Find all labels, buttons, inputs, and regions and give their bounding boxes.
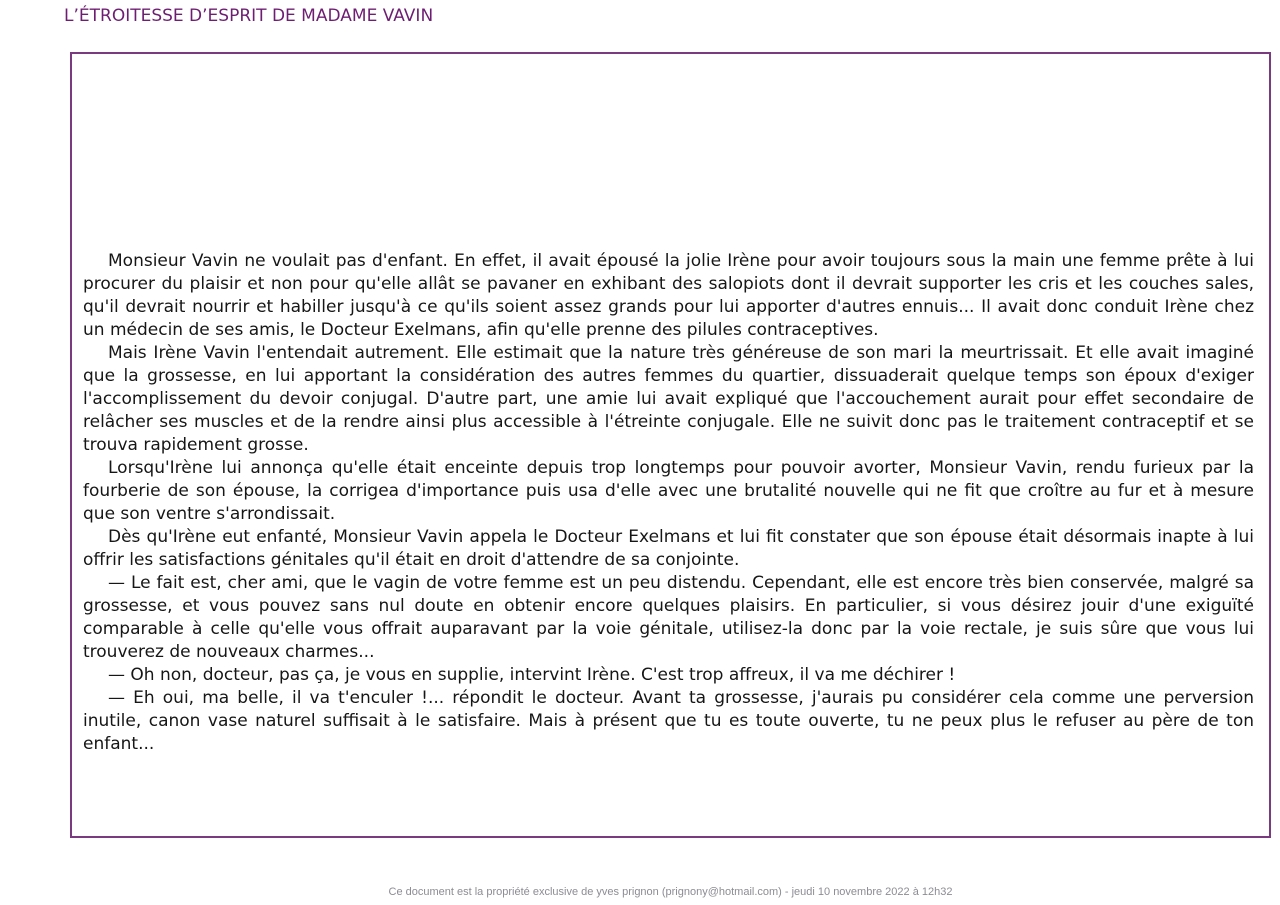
paragraph: — Eh oui, ma belle, il va t'enculer !... répondit le docteur. Avant ta grossesse, j'aurais pu considérer cela comme une perversion inutile, canon vase naturel suffisait à le satisfaire. Mais à présent que tu es toute ouverte, tu ne peux plus le refuser au père de ton enfant...	[83, 688, 1254, 754]
document-content-box	[70, 52, 1271, 838]
story-text-block	[72, 250, 1269, 756]
paragraph: Mais Irène Vavin l'entendait autrement. Elle estimait que la nature très généreuse de son mari la meurtrissait. Et elle avait imaginé que la grossesse, en lui apportant la considération des autres femmes du quartier, dissuaderait quelque temps son époux d'exiger l'accomplissement du devoir conjugal. D'autre part, une amie lui avait expliqué que l'accouchement aurait pour effet secondaire de relâcher ses muscles et de la rendre ainsi plus accessible à l'étreinte conjugale. Elle ne suivit donc pas le traitement contraceptif et se trouva rapidement grosse.	[83, 343, 1254, 455]
paragraph: — Oh non, docteur, pas ça, je vous en supplie, intervint Irène. C'est trop affreux, il va me déchirer !	[108, 665, 956, 685]
paragraph: Monsieur Vavin ne voulait pas d'enfant. En effet, il avait épousé la jolie Irène pour avoir toujours sous la main une femme prête à lui procurer du plaisir et non pour qu'elle allât se pavaner en exhibant des salopiots dont il devrait supporter les cris et les couches sales, qu'il devrait nourrir et habiller jusqu'à ce qu'ils soient assez grands pour lui apporter d'autres ennuis... Il avait donc conduit Irène chez un médecin de ses amis, le Docteur Exelmans, afin qu'elle prenne des pilules contraceptives.	[83, 251, 1254, 340]
paragraph: Lorsqu'Irène lui annonça qu'elle était enceinte depuis trop longtemps pour pouvoir avorter, Monsieur Vavin, rendu furieux par la fourberie de son épouse, la corrigea d'importance puis usa d'elle avec une brutalité nouvelle qui ne fit que croître au fur et à mesure que son ventre s'arrondissait.	[83, 458, 1254, 524]
paragraph: — Le fait est, cher ami, que le vagin de votre femme est un peu distendu. Cependant, elle est encore très bien conservée, malgré sa grossesse, et vous pouvez sans nul doute en obtenir encore quelques plaisirs. En particulier, si vous désirez jouir d'une exiguïté comparable à celle qu'elle vous offrait auparavant par la voie génitale, utilisez-la donc par la voie rectale, je suis sûre que vous lui trouverez de nouveaux charmes...	[83, 573, 1254, 662]
paragraph: Dès qu'Irène eut enfanté, Monsieur Vavin appela le Docteur Exelmans et lui fit constater que son épouse était désormais inapte à lui offrir les satisfactions génitales qu'il était en droit d'attendre de sa conjointe.	[83, 527, 1254, 570]
document-footer: Ce document est la propriété exclusive de yves prignon (prignony@hotmail.com) - jeudi 10 novembre 2022 à 12h32	[388, 886, 953, 898]
page-title: L’ÉTROITESSE D’ESPRIT DE MADAME VAVIN	[64, 6, 434, 26]
